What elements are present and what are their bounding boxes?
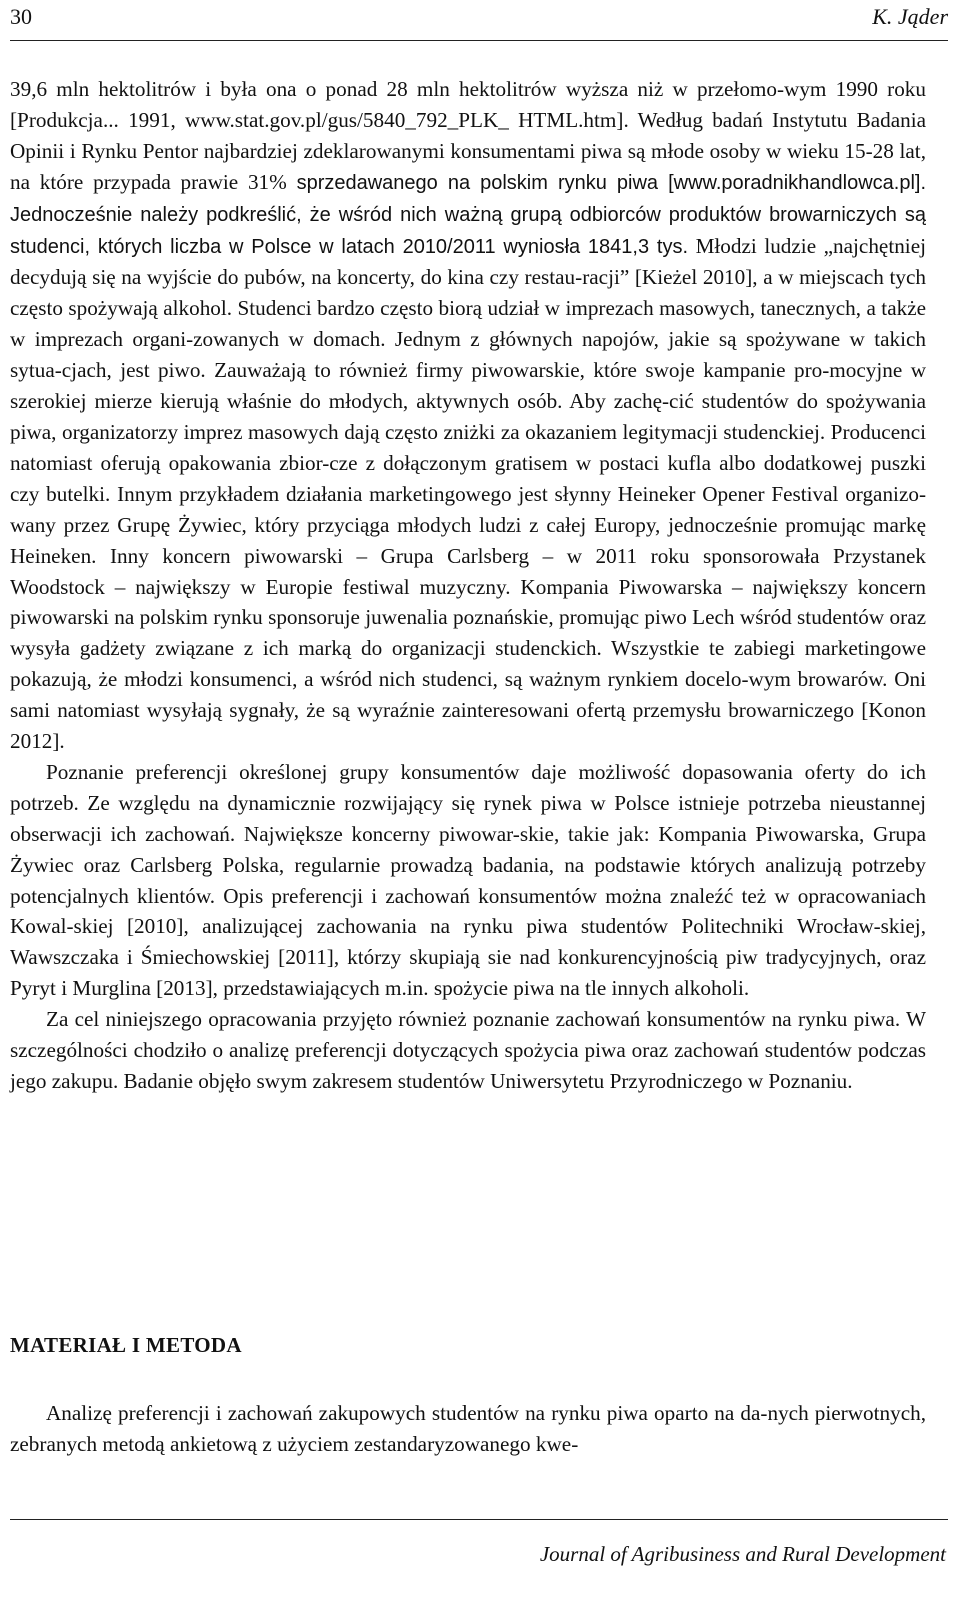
paragraph-1-part-b: sprzedawanego na polskim rynku piwa [www.poradnikhandlowca.pl]. Jednocześnie należy podkreślić, że wśród nich ważną grupą odbiorców produktów browarniczych są studenci, których liczba w Polsce w latach 2010/2011 wyniosła 1841,3 tys. <box>10 171 926 258</box>
footer-journal-title: Journal of Agribusiness and Rural Development <box>539 1542 946 1566</box>
body-text <box>10 74 926 1097</box>
footer-rule <box>10 1519 948 1521</box>
running-head-author: K. Jąder <box>872 4 948 29</box>
section-text <box>10 1398 926 1460</box>
paragraph-1 <box>10 74 926 757</box>
section-heading: MATERIAŁ I METODA <box>10 1333 242 1357</box>
section-paragraph-1: Analizę preferencji i zachowań zakupowych studentów na rynku piwa oparto na da-nych pierwotnych, zebranych metodą ankietową z użyciem zestandaryzowanego kwe- <box>10 1401 926 1456</box>
paragraph-1-part-a: 39,6 mln hektolitrów i była ona o ponad 28 mln hektolitrów wyższa niż w przełomo-wym 1990 roku [Produkcja... 1991, www.stat.gov.pl/gus/5840_792_PLK_ HTML.htm]. Według badań Instytutu Badania Opinii i Rynku Pentor najbardziej zdeklarowanymi konsumentami piwa są młode osoby w wieku 15-28 lat, na które przypada prawie 31% <box>10 77 926 194</box>
page-number: 30 <box>10 4 32 29</box>
paragraph-3: Za cel niniejszego opracowania przyjęto również poznanie zachowań konsumentów na rynku piwa. W szczególności chodziło o analizę preferencji dotyczących spożycia piwa oraz zachowań studentów podczas jego zakupu. Badanie objęło swym zakresem studentów Uniwersytetu Przyrodniczego w Poznaniu. <box>10 1007 926 1093</box>
page-header <box>10 0 948 41</box>
paragraph-1-part-c: Młodzi ludzie „najchętniej decydują się na wyjście do pubów, na koncerty, do kina czy restau-racji” [Kieżel 2010], a w miejscach tych często spożywają alkohol. Studenci bardzo często biorą udział w imprezach masowych, tanecznych, a także w imprezach organi-zowanych w domach. Jednym z głównych napojów, jakie są spożywane w takich sytua-cjach, jest piwo. Zauważają to również firmy piwowarskie, które swoje kampanie pro-mocyjne w szerokiej mierze kierują właśnie do młodych, aktywnych osób. Aby zachę-cić studentów do spożywania piwa, organizatorzy imprez masowych dają często zniżki za okazaniem legitymacji studenckiej. Producenci natomiast oferują opakowania zbior-cze z dołączonym gratisem w postaci kufla albo dodatkowej puszki czy butelki. Innym przykładem działania marketingowego jest słynny Heineker Opener Festival organizo-wany przez Grupę Żywiec, który przyciąga młodych ludzi z całej Europy, jednocześnie promując markę Heineken. Inny koncern piwowarski – Grupa Carlsberg – w 2011 roku sponsorowała Przystanek Woodstock – największy w Europie festiwal muzyczny. Kompania Piwowarska – największy koncern piwowarski na polskim rynku sponsoruje juwenalia poznańskie, promując piwo Lech wśród studentów oraz wysyła gadżety związane z ich marką do organizacji studenckich. Wszystkie te zabiegi marketingowe pokazują, że młodzi konsumenci, a wśród nich studenci, są ważnym rynkiem docelo-wym browarów. Oni sami natomiast wysyłają sygnały, że są wyraźnie zainteresowani ofertą przemysłu browarniczego [Konon 2012]. <box>10 233 926 754</box>
paragraph-2: Poznanie preferencji określonej grupy konsumentów daje możliwość dopasowania oferty do ich potrzeb. Ze względu na dynamicznie rozwijający się rynek piwa w Polsce istnieje potrzeba nieustannej obserwacji ich zachowań. Największe koncerny piwowar-skie, takie jak: Kompania Piwowarska, Grupa Żywiec oraz Carlsberg Polska, regularnie prowadzą badania, na podstawie których analizują potrzeby potencjalnych klientów. Opis preferencji i zachowań konsumentów można znaleźć też w opracowaniach Kowal-skiej [2010], analizującej zachowania na rynku piwa studentów Politechniki Wrocław-skiej, Wawszczaka i Śmiechowskiej [2011], którzy skupiają sie nad konkurencyjnością piw tradycyjnych, oraz Pyryt i Murglina [2013], przedstawiających m.in. spożycie piwa na tle innych alkoholi. <box>10 759 926 1001</box>
